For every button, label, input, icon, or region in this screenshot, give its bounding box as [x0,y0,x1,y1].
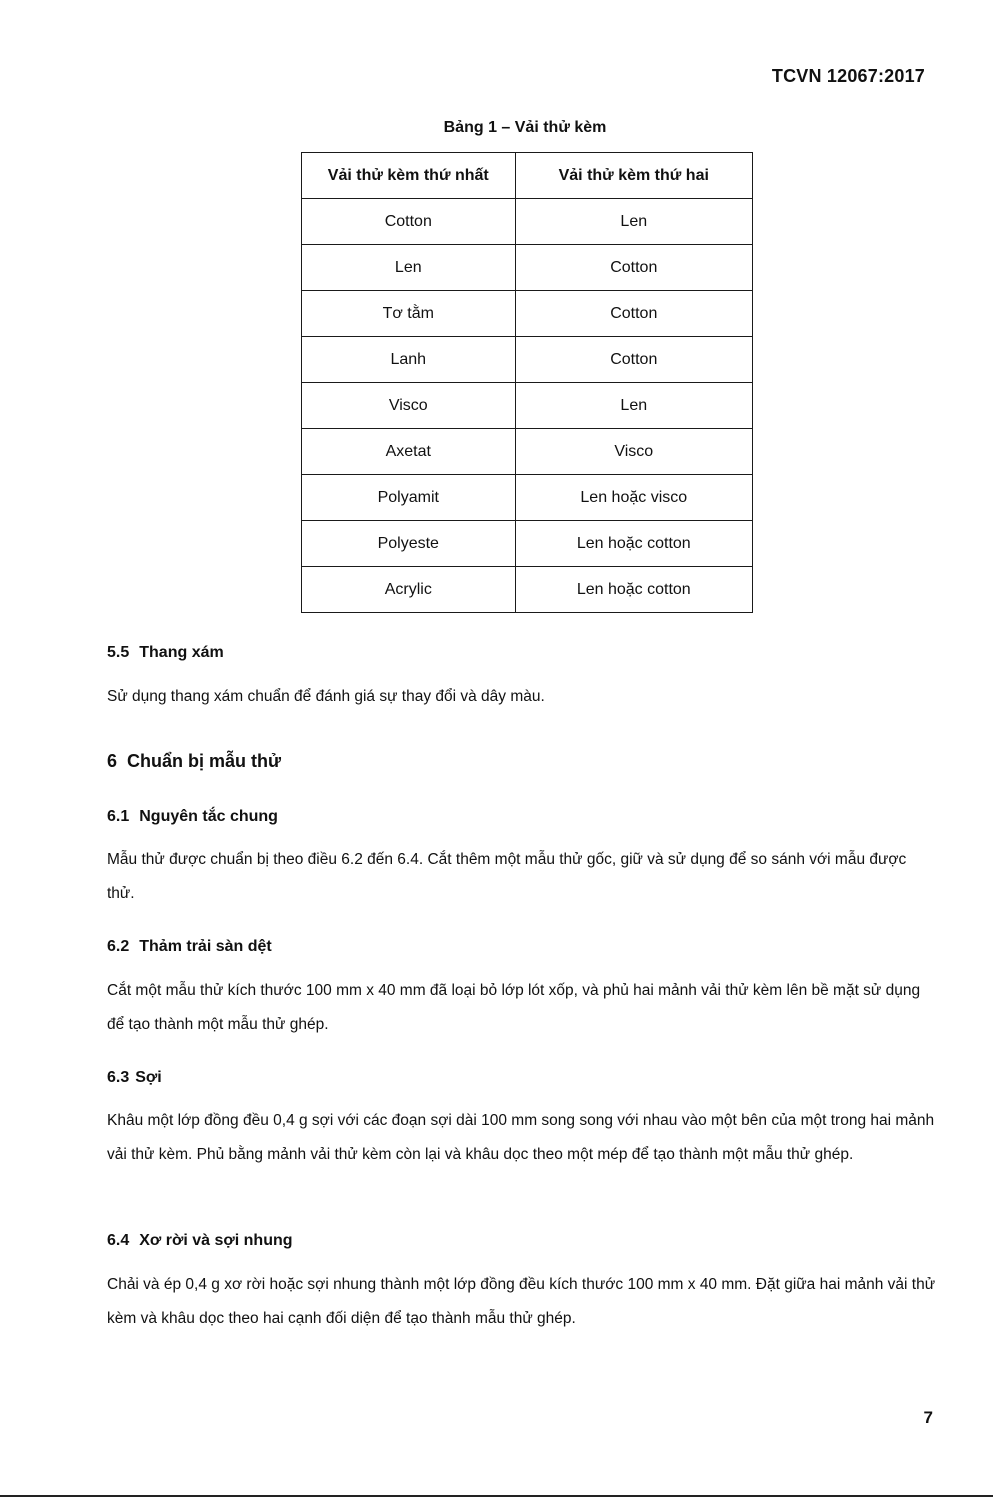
table-cell: Axetat [302,429,516,475]
table-row [302,291,753,337]
table-row [302,337,753,383]
table-cell: Visco [515,429,752,475]
section-title: Xơ rời và sợi nhung [139,1232,293,1249]
section-heading-6-2 [107,938,272,956]
table-cell: Len hoặc visco [515,475,752,521]
table-cell: Len hoặc cotton [515,521,752,567]
table-cell: Len hoặc cotton [515,567,752,613]
table-caption: Bảng 1 – Vải thử kèm [443,119,607,136]
header-cell-second: Vải thử kèm thứ hai [515,153,752,199]
section-heading-5-5 [107,644,224,662]
table-cell: Len [515,383,752,429]
section-number: 6.1 [107,808,130,825]
section-paragraph-6-3: Khâu một lớp đồng đều 0,4 g sợi với các đoạn sợi dài 100 mm song song với nhau vào một bên của một trong hai mảnh vải thử kèm. Phủ bằng mảnh vải thử kèm còn lại và khâu dọc theo một mép để tạo thành một mẫu thử ghép. [107,1112,935,1163]
table-row [302,475,753,521]
section-heading-6-1 [107,808,278,826]
section-title: Thảm trải sàn dệt [139,938,272,955]
section-title: Nguyên tắc chung [139,808,278,825]
section-number: 6.4 [107,1232,130,1249]
section-number: 6.2 [107,938,130,955]
table-cell: Cotton [515,291,752,337]
table-cell: Visco [302,383,516,429]
fabric-table [301,152,753,613]
section-paragraph-6-4: Chải và ép 0,4 g xơ rời hoặc sợi nhung thành một lớp đồng đều kích thước 100 mm x 40 mm. Đặt giữa hai mảnh vải thử kèm và khâu dọc theo hai cạnh đối diện để tạo thành mẫu thử ghép. [107,1276,936,1327]
section-title: Chuẩn bị mẫu thử [127,751,282,771]
table-cell: Acrylic [302,567,516,613]
page-number: 7 [923,1408,933,1427]
table-cell: Tơ tằm [302,291,516,337]
section-heading-6-3 [107,1069,162,1087]
table-cell: Polyamit [302,475,516,521]
table-cell: Polyeste [302,521,516,567]
table-row [302,245,753,291]
section-heading-6 [107,751,281,772]
table-row [302,429,753,475]
section-paragraph-6-1: Mẫu thử được chuẩn bị theo điều 6.2 đến 6.4. Cắt thêm một mẫu thử gốc, giữ và sử dụng để so sánh với mẫu được thử. [107,851,907,902]
section-title: Thang xám [139,644,224,661]
section-title: Sợi [135,1069,162,1086]
section-number: 6.3 [107,1069,130,1086]
table-row [302,199,753,245]
table-cell: Cotton [515,337,752,383]
table-row [302,383,753,429]
section-paragraph-6-2: Cắt một mẫu thử kích thước 100 mm x 40 mm đã loại bỏ lớp lót xốp, và phủ hai mảnh vải thử kèm lên bề mặt sử dụng để tạo thành một mẫu thử ghép. [107,982,921,1033]
table-row [302,521,753,567]
section-number: 5.5 [107,644,130,661]
section-heading-6-4 [107,1232,293,1250]
section-number: 6 [107,751,118,771]
table-cell: Cotton [515,245,752,291]
bottom-scan-edge [0,1495,993,1497]
table-cell: Len [302,245,516,291]
section-paragraph-5-5: Sử dụng thang xám chuẩn để đánh giá sự thay đổi và dây màu. [107,688,545,705]
table-cell: Cotton [302,199,516,245]
header-cell-first: Vải thử kèm thứ nhất [302,153,516,199]
table-header-row [302,153,753,199]
table-cell: Len [515,199,752,245]
table-row [302,567,753,613]
standard-code: TCVN 12067:2017 [771,66,925,86]
table-cell: Lanh [302,337,516,383]
